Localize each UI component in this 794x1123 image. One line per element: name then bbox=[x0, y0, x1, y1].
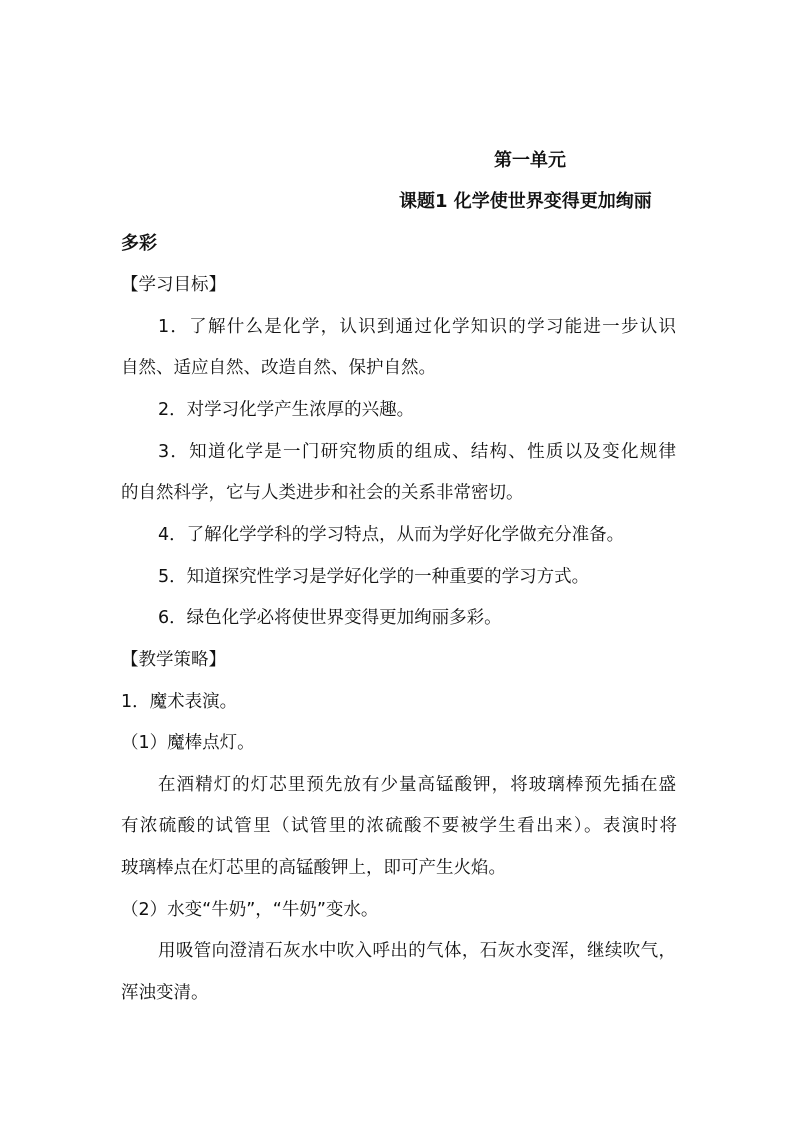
paragraph-1-line2: 有浓硫酸的试管里（试管里的浓硫酸不要被学生看出来）。表演时将 bbox=[121, 816, 677, 836]
strategy-sub-1: （1）魔棒点灯。 bbox=[121, 733, 255, 753]
strategy-sub-2: （2）水变“牛奶”，“牛奶”变水。 bbox=[121, 900, 379, 920]
unit-title: 第一单元 bbox=[494, 150, 566, 171]
objective-1-line2: 自然、适应自然、改造自然、保护自然。 bbox=[121, 358, 436, 378]
paragraph-2-line2: 浑浊变清。 bbox=[121, 983, 209, 1003]
objective-3-line2: 的自然科学，它与人类进步和社会的关系非常密切。 bbox=[121, 483, 524, 503]
objectives-header: 【学习目标】 bbox=[121, 275, 226, 295]
objective-1-line1: 1．了解什么是化学，认识到通过化学知识的学习能进一步认识 bbox=[158, 317, 676, 337]
paragraph-1-line3: 玻璃棒点在灯芯里的高锰酸钾上，即可产生火焰。 bbox=[121, 858, 506, 878]
paragraph-2-line1: 用吸管向澄清石灰水中吹入呼出的气体，石灰水变浑，继续吹气， bbox=[158, 941, 676, 961]
paragraph-1-line1: 在酒精灯的灯芯里预先放有少量高锰酸钾，将玻璃棒预先插在盛 bbox=[158, 775, 676, 795]
strategy-item-1: 1．魔术表演。 bbox=[121, 692, 238, 712]
lesson-title: 课题1 化学使世界变得更加绚丽 bbox=[399, 191, 652, 212]
objective-2: 2．对学习化学产生浓厚的兴趣。 bbox=[158, 400, 415, 420]
lesson-title-continued: 多彩 bbox=[121, 233, 157, 254]
objective-6: 6．绿色化学必将使世界变得更加绚丽多彩。 bbox=[158, 608, 502, 628]
objective-4: 4．了解化学学科的学习特点，从而为学好化学做充分准备。 bbox=[158, 525, 625, 545]
objective-3-line1: 3．知道化学是一门研究物质的组成、结构、性质以及变化规律 bbox=[158, 442, 676, 462]
objective-5: 5．知道探究性学习是学好化学的一种重要的学习方式。 bbox=[158, 567, 590, 587]
strategy-header: 【教学策略】 bbox=[121, 650, 226, 670]
